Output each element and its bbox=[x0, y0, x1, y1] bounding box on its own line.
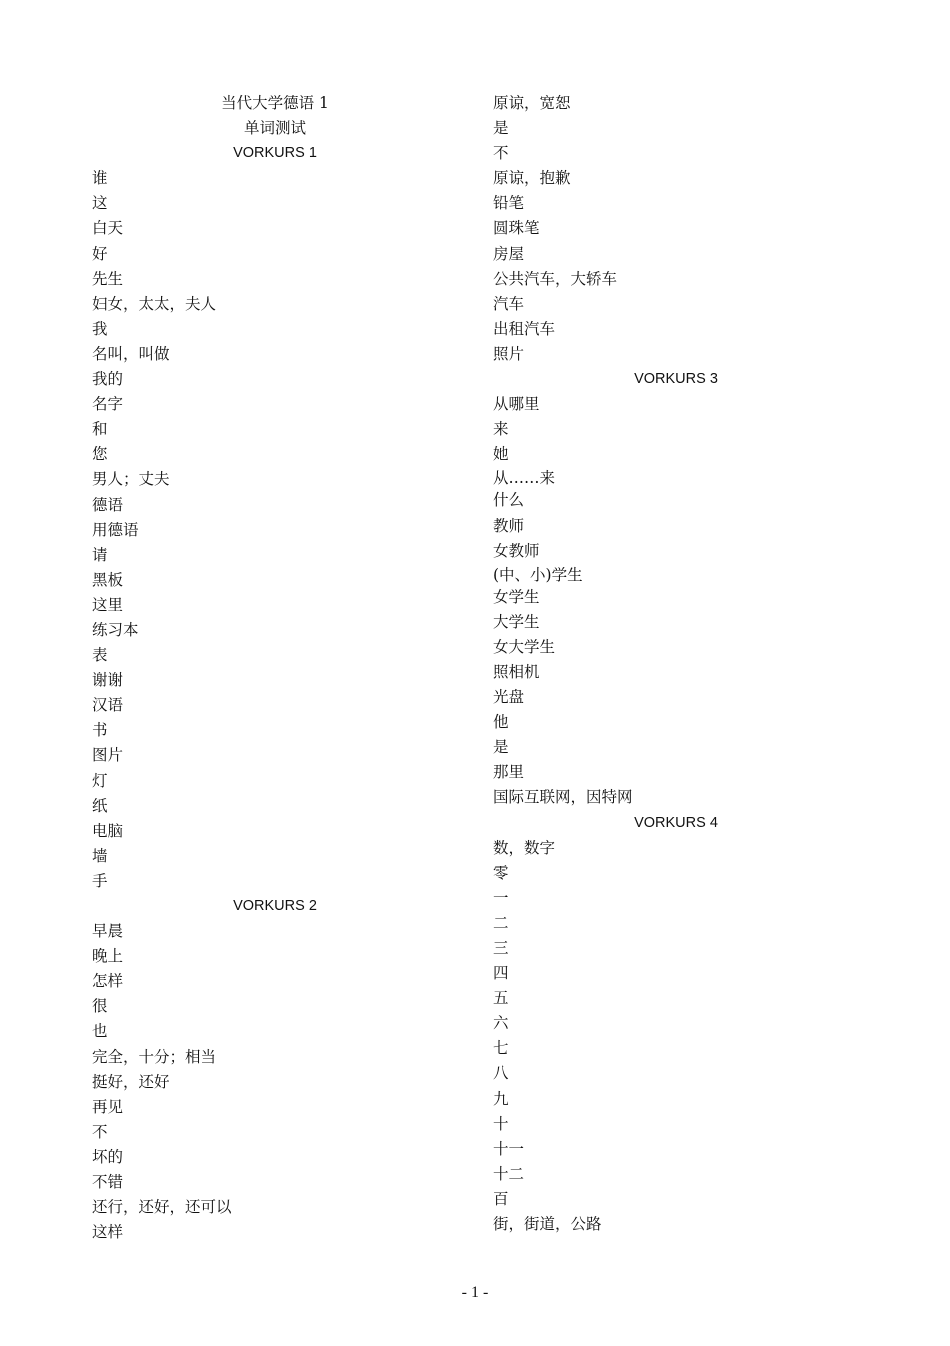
vocab-item: 照片 bbox=[493, 344, 525, 363]
vocab-item: 黑板 bbox=[92, 570, 124, 589]
vocab-item: 也 bbox=[92, 1022, 108, 1041]
vocab-item: 不 bbox=[92, 1122, 108, 1141]
vocab-item: 挺好，还好 bbox=[92, 1072, 170, 1091]
vocab-item: 什么 bbox=[493, 491, 525, 510]
vocab-item: 五 bbox=[493, 989, 509, 1008]
vocab-item: 原谅，宽恕 bbox=[493, 94, 571, 112]
vocab-item: 九 bbox=[493, 1089, 509, 1108]
vocab-item: 那里 bbox=[493, 763, 525, 782]
vocab-item: 照相机 bbox=[493, 662, 540, 681]
vocab-item: 出租汽车 bbox=[493, 319, 556, 338]
vocab-item: 国际互联网，因特网 bbox=[493, 788, 633, 807]
vocab-item: 不 bbox=[493, 144, 509, 163]
vocab-item: 和 bbox=[92, 420, 108, 439]
vocab-item: 先生 bbox=[92, 269, 124, 288]
vocab-item: 教师 bbox=[493, 516, 525, 535]
vocab-item: 十一 bbox=[493, 1139, 525, 1158]
vocab-item: 还行，还好，还可以 bbox=[92, 1198, 232, 1217]
vocab-item: 原谅，抱歉 bbox=[493, 169, 571, 188]
vocab-item: 三 bbox=[493, 939, 509, 957]
vocab-item: 墙 bbox=[92, 846, 108, 865]
vocab-item: 灯 bbox=[92, 771, 108, 790]
vocab-item: 女教师 bbox=[493, 541, 540, 560]
vocab-item: 二 bbox=[493, 913, 509, 932]
vocab-item: 四 bbox=[493, 964, 509, 983]
vocab-item: 零 bbox=[493, 863, 509, 882]
vocab-item: 书 bbox=[92, 721, 108, 740]
vocab-item: 这里 bbox=[92, 595, 124, 614]
vocab-item: 公共汽车，大轿车 bbox=[493, 269, 618, 288]
vocab-item: 女大学生 bbox=[493, 637, 556, 656]
vocab-item: 谢谢 bbox=[92, 671, 124, 690]
vocab-item: (中、小)学生 bbox=[493, 565, 583, 584]
vocab-item: 一 bbox=[493, 888, 509, 907]
vocab-item: 德语 bbox=[92, 495, 124, 514]
vocab-item: 从哪里 bbox=[493, 395, 540, 414]
vocab-item: 十 bbox=[493, 1114, 509, 1133]
vocab-item: 很 bbox=[92, 997, 108, 1016]
section-heading: VORKURS 4 bbox=[634, 814, 718, 831]
vocab-item: 男人；丈夫 bbox=[92, 470, 170, 489]
vocab-item: 百 bbox=[493, 1189, 509, 1208]
vocab-item: 圆珠笔 bbox=[493, 219, 540, 238]
vocab-item: 他 bbox=[493, 713, 509, 732]
vocab-item: 这 bbox=[92, 194, 108, 213]
section-heading: VORKURS 3 bbox=[634, 371, 718, 388]
document-title: 当代大学德语 1 bbox=[221, 94, 329, 112]
vocab-item: 她 bbox=[493, 445, 509, 464]
vocab-item: 晚上 bbox=[92, 947, 124, 966]
vocab-item: 纸 bbox=[92, 796, 108, 815]
section-heading: VORKURS 2 bbox=[233, 898, 317, 914]
vocab-item: 我 bbox=[92, 319, 108, 338]
document-subtitle: 单词测试 bbox=[243, 119, 306, 138]
vocab-item: 这样 bbox=[92, 1223, 124, 1242]
vocab-item: 名字 bbox=[92, 395, 124, 414]
vocab-item: 您 bbox=[92, 445, 108, 464]
vocab-item: 光盘 bbox=[493, 688, 525, 707]
vocab-item: 八 bbox=[493, 1064, 509, 1083]
vocab-item: 怎样 bbox=[92, 972, 124, 991]
vocab-item: 街，街道，公路 bbox=[493, 1215, 602, 1234]
vocab-item: 白天 bbox=[92, 219, 124, 238]
vocab-item: 铅笔 bbox=[493, 194, 525, 213]
vocab-item: 汉语 bbox=[92, 696, 124, 715]
vocab-item: 十二 bbox=[493, 1164, 525, 1183]
vocab-item: 不错 bbox=[92, 1173, 124, 1192]
vocab-item: 好 bbox=[92, 244, 108, 263]
section-heading: VORKURS 1 bbox=[233, 145, 317, 162]
vocab-item: 房屋 bbox=[493, 244, 525, 263]
vocab-item: 表 bbox=[92, 646, 108, 665]
vocab-item: 早晨 bbox=[92, 922, 124, 941]
vocab-item: 请 bbox=[92, 545, 108, 564]
vocab-item: 我的 bbox=[92, 370, 124, 389]
vocab-item: 六 bbox=[493, 1014, 509, 1033]
vocab-item: 从……来 bbox=[493, 469, 556, 488]
vocab-item: 坏的 bbox=[92, 1147, 124, 1166]
vocab-item: 名叫，叫做 bbox=[92, 344, 170, 363]
vocab-item: 再见 bbox=[92, 1097, 124, 1116]
vocab-item: 练习本 bbox=[92, 620, 139, 639]
vocab-item: 谁 bbox=[92, 169, 108, 188]
vocab-item: 电脑 bbox=[92, 821, 124, 840]
vocab-item: 女学生 bbox=[493, 587, 540, 606]
vocab-item: 图片 bbox=[92, 746, 124, 765]
vocab-item: 用德语 bbox=[92, 520, 139, 539]
vocab-item: 是 bbox=[493, 119, 509, 138]
vocab-item: 是 bbox=[493, 738, 509, 757]
page-number: - 1 - bbox=[461, 1284, 489, 1301]
vocab-item: 手 bbox=[92, 871, 108, 890]
vocab-item: 大学生 bbox=[493, 612, 540, 631]
vocab-item: 数，数字 bbox=[493, 838, 556, 857]
vocab-item: 完全，十分；相当 bbox=[92, 1047, 217, 1066]
vocab-item: 汽车 bbox=[493, 294, 525, 313]
left-column bbox=[92, 91, 462, 1245]
vocab-item: 来 bbox=[493, 420, 509, 439]
vocab-item: 七 bbox=[493, 1039, 509, 1058]
vocab-item: 妇女，太太，夫人 bbox=[92, 294, 217, 313]
right-column bbox=[493, 91, 863, 1237]
